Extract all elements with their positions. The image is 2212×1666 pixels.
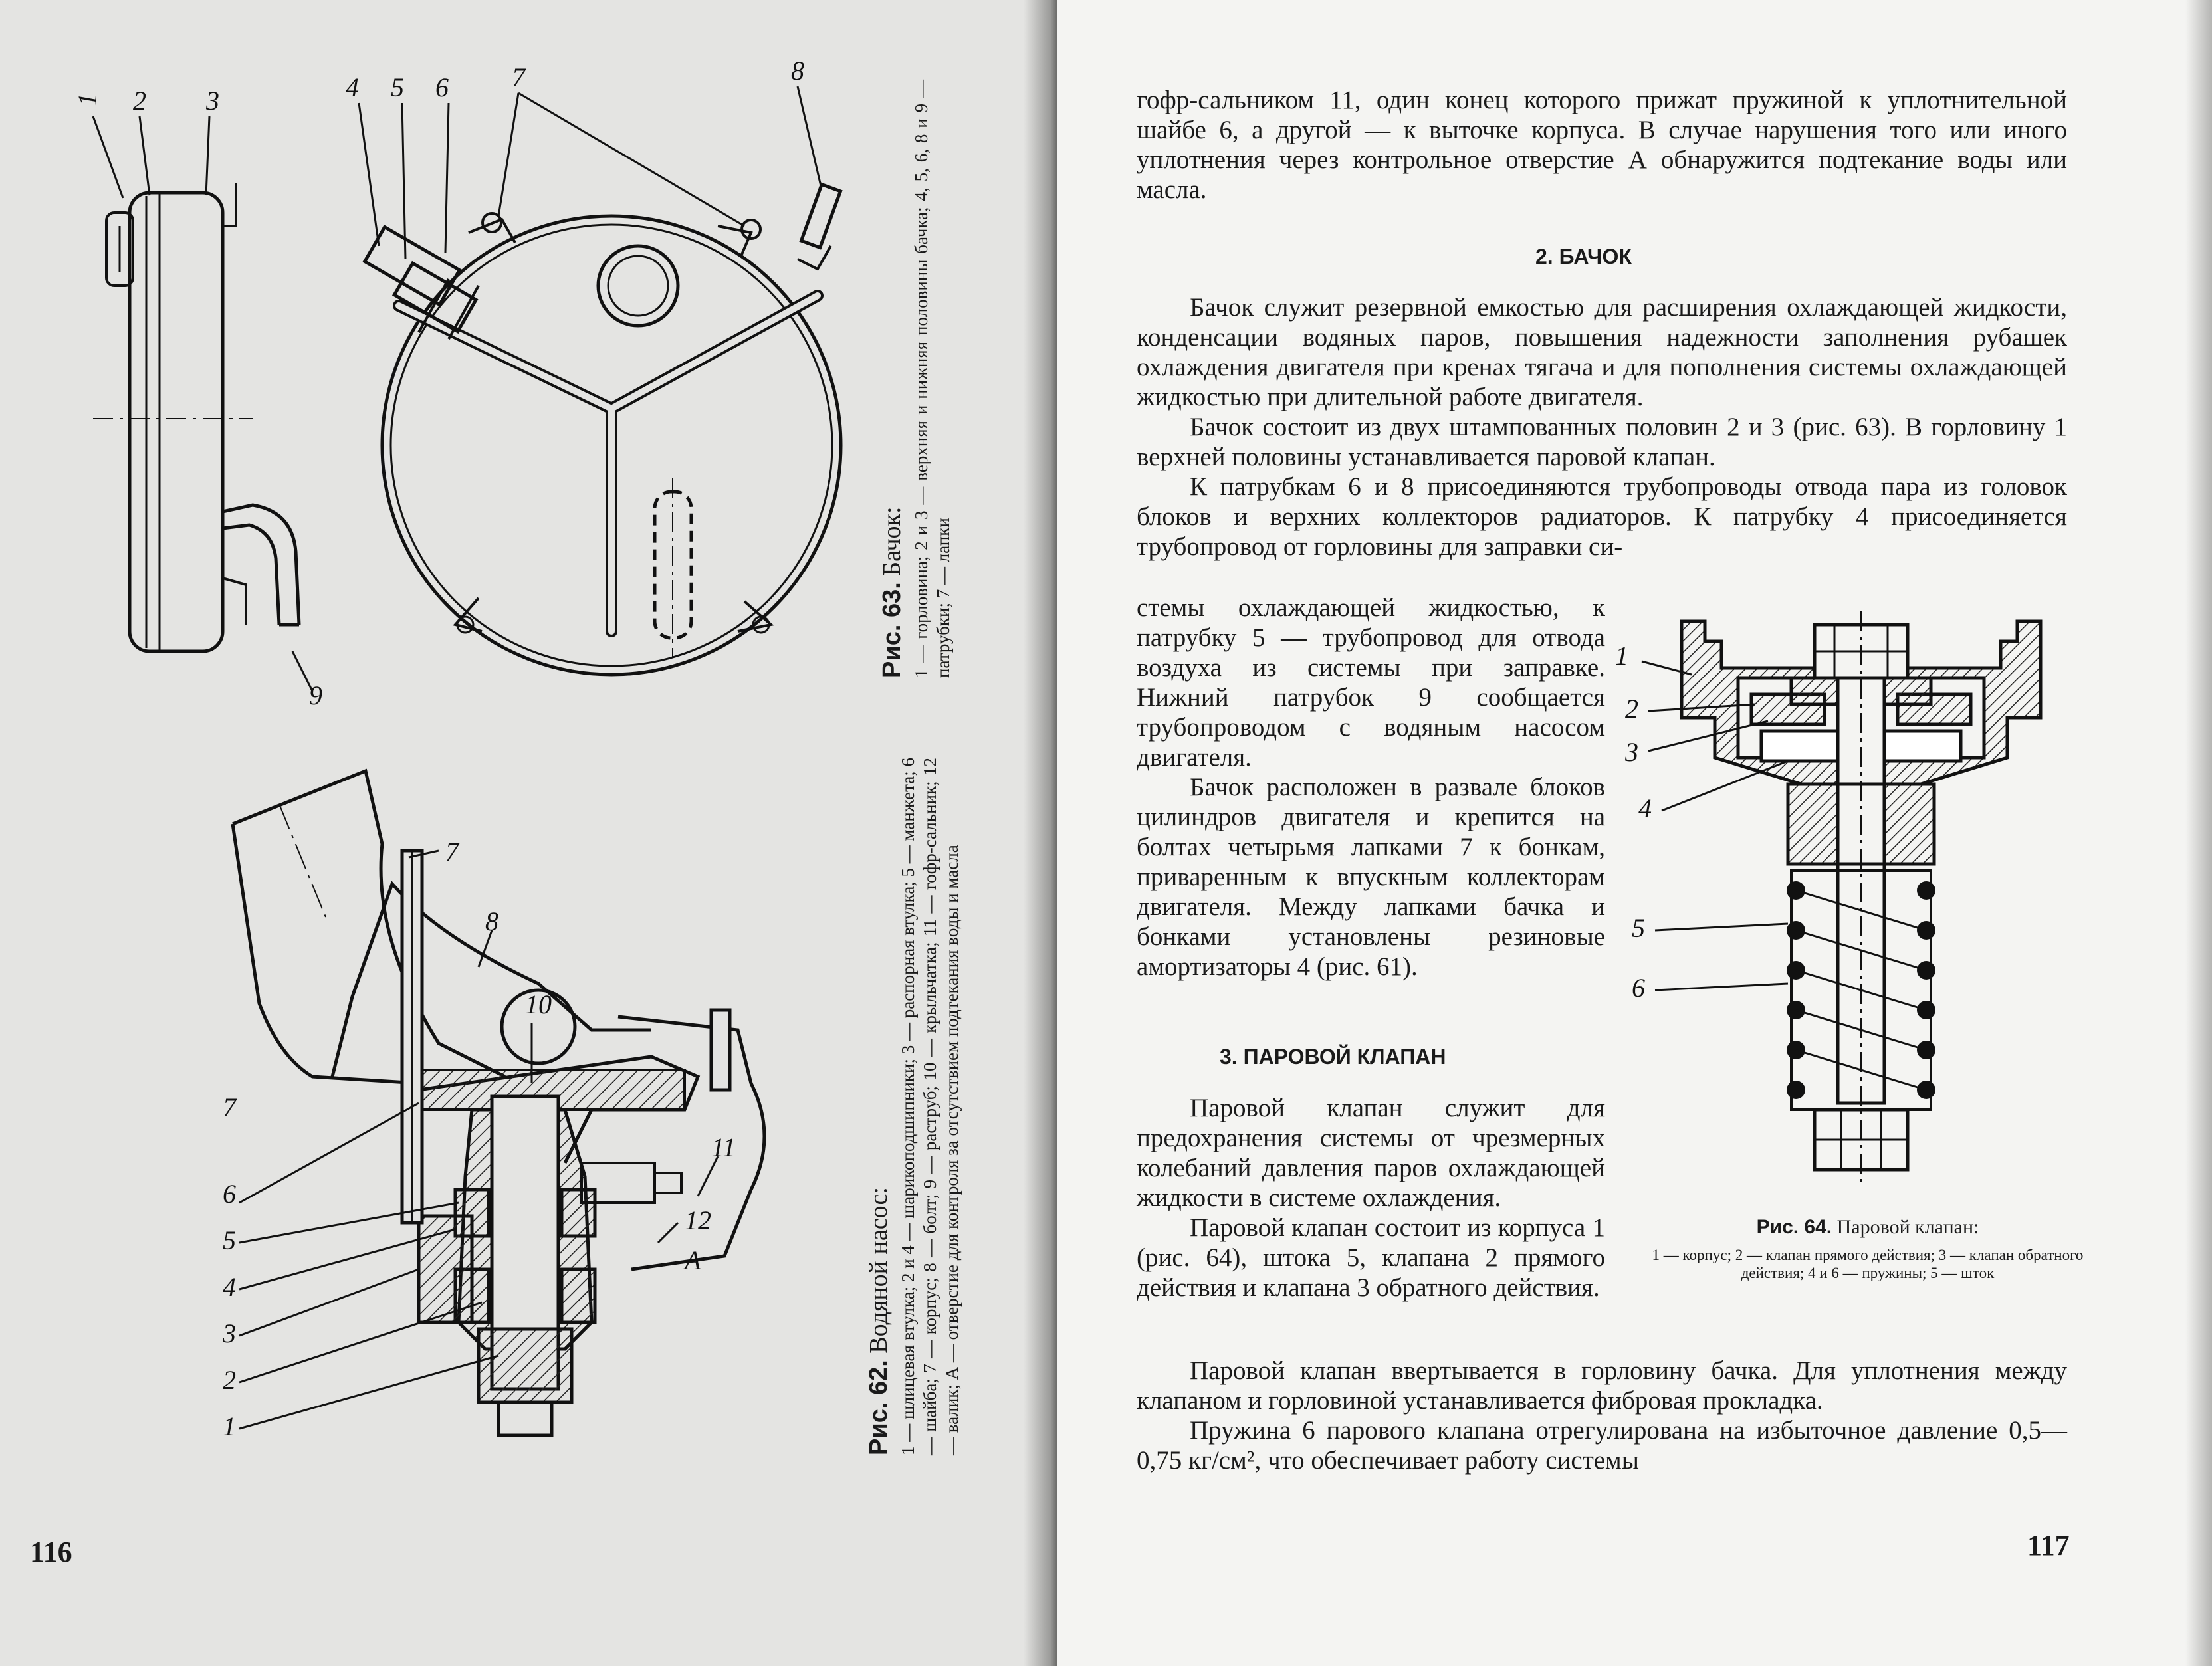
fig64-label-3: 3 [1625,737,1638,767]
fig63-caption-text: 1 — горловина; 2 и 3 — верхняя и нижняя половины бачка; 4, 5, 6, 8 и 9 — патрубки; 7 — лапки [911,80,953,678]
fig62-label-8: 7 [445,837,459,867]
fig64-caption-text: 1 — корпус; 2 — клапан прямого действия; 3 — клапан обратного действия; 4 и 6 — пружины; 5 — шток [1652,1247,2084,1281]
narrow-column [1137,593,1605,982]
intro-paragraph [1137,85,2067,205]
fig63-top-view-drawing [319,56,917,704]
fig63-label-4: 4 [346,72,359,102]
fig64-title: Паровой клапан: [1836,1216,1979,1238]
section3-heading: 3. ПАРОВОЙ КЛАПАН [1220,1045,1446,1069]
fig62-label-5: 5 [223,1225,236,1255]
section2-paragraph: К патрубкам 6 и 8 присоединяются трубопроводы отвода пара из головок блоков и верхних коллекторов радиаторов. К патрубку 4 присоединяется трубопровод от горловины для заправки си- [1137,472,2067,561]
narrow-paragraph: Бачок расположен в развале блоков цилиндров двигателя и крепится на болтах четырьмя лапками 7 к бонкам, приваренным к впускным коллекторам двигателя. Между лапками бачка и бонками установлены резиновые амортизаторы 4 (рис. 61). [1137,773,1605,981]
fig64-label-5: 5 [1632,913,1645,943]
closing-paragraph: Паровой клапан ввертывается в горловину бачка. Для уплотнения между клапаном и горловиной устанавливается фибровая прокладка. [1137,1356,2067,1415]
fig62-caption-text: 1 — шлицевая втулка; 2 и 4 — шарикоподшипники; 3 — распорная втулка; 5 — манжета; 6 — шайба; 7 — корпус; 8 — болт; 9 — раструб; 10 — крыльчатка; 11 — гофр-сальник; 12 — валик; А — отверстие для контроля за отсутствием подтекания воды и масла [898,758,962,1455]
fig62-label-11: 11 [711,1132,736,1162]
fig62-label-6: 6 [223,1179,236,1209]
page-edge [2185,0,2212,1666]
fig62-caption [864,758,963,1455]
fig62-label-3: 3 [223,1318,236,1348]
section3-paragraph: Паровой клапан служит для предохранения системы от чрезмерных колебаний давления паров охлаждающей жидкости в системе охлаждения. [1137,1094,1605,1212]
fig64-label-2: 2 [1625,694,1638,724]
narrow-paragraph: стемы охлаждающей жидкостью, к патрубку 5 — трубопровод для отвода воздуха из системы при заправке. Нижний патрубок 9 сообщается трубопроводом с водяным насосом двигателя. [1137,593,1605,772]
section2-paragraph: Бачок состоит из двух штампованных половин 2 и 3 (рис. 63). В горловину 1 верхней половины устанавливается паровой клапан. [1137,413,2067,471]
section3-narrow-column [1137,1093,1605,1302]
fig62-label-10: 10 [525,989,552,1019]
left-page-number: 116 [30,1536,72,1568]
fig62-label-A: А [685,1245,701,1275]
left-page [0,0,1057,1666]
fig63-side-view-drawing [72,86,322,718]
closing-paragraph: Пружина 6 парового клапана отрегулирована на избыточное давление 0,5—0,75 кг/см², что обеспечивает работу системы [1137,1416,2067,1475]
fig62-label-4: 4 [223,1272,236,1302]
fig64-title-prefix: Рис. 64. [1756,1216,1832,1238]
fig63-label-7: 7 [512,62,525,92]
fig64-label-4: 4 [1638,793,1652,823]
fig63-label-5: 5 [391,72,404,102]
fig62-label-12: 12 [685,1205,711,1235]
fig63-label-9: 9 [309,680,322,710]
right-page-number: 117 [2027,1529,2070,1562]
fig63-caption [877,80,954,678]
fig62-label-9: 8 [485,906,498,936]
fig63-label-1: 1 [72,93,102,106]
closing-body [1137,1356,2067,1475]
fig63-label-3: 3 [206,86,219,116]
fig63-label-6: 6 [435,72,449,102]
fig62-label-1: 1 [223,1411,236,1441]
intro-paragraph-text: гофр-сальником 11, один конец которого прижат пружиной к уплотнительной шайбе 6, а другой — к выточке корпуса. В случае нарушения того или иного уплотнения через контрольное отверстие А обнаружится подтекание воды или масла. [1137,86,2067,204]
fig64-steam-valve-drawing [1615,611,2087,1209]
fig63-title: Бачок: [878,506,906,576]
fig63-label-8: 8 [791,56,804,86]
section2-paragraph: Бачок служит резервной емкостью для расширения охлаждающей жидкости, конденсации водяных паров, повышения надежности заполнения рубашек охлаждения двигателя при кренах тягача и для пополнения системы охлаждающей жидкостью при длительной работе двигателя. [1137,293,2067,411]
right-page [1057,0,2212,1666]
fig63-title-prefix: Рис. 63. [878,582,906,678]
section3-paragraph: Паровой клапан состоит из корпуса 1 (рис. 64), штока 5, клапана 2 прямого действия и клапана 3 обратного действия. [1137,1213,1605,1302]
fig64-caption-title [1642,1216,2094,1239]
fig62-title: Водяной насос: [865,1187,893,1354]
fig62-label-2: 2 [223,1365,236,1395]
section2-heading: 2. БАЧОК [1535,245,1632,268]
fig62-title-prefix: Рис. 62. [865,1360,893,1455]
fig62-label-7: 7 [223,1093,236,1122]
fig63-label-2: 2 [133,86,146,116]
fig62-water-pump-drawing [219,764,884,1469]
fig64-label-1: 1 [1615,641,1628,671]
fig64-label-6: 6 [1632,973,1645,1003]
section2-body [1137,292,2067,562]
